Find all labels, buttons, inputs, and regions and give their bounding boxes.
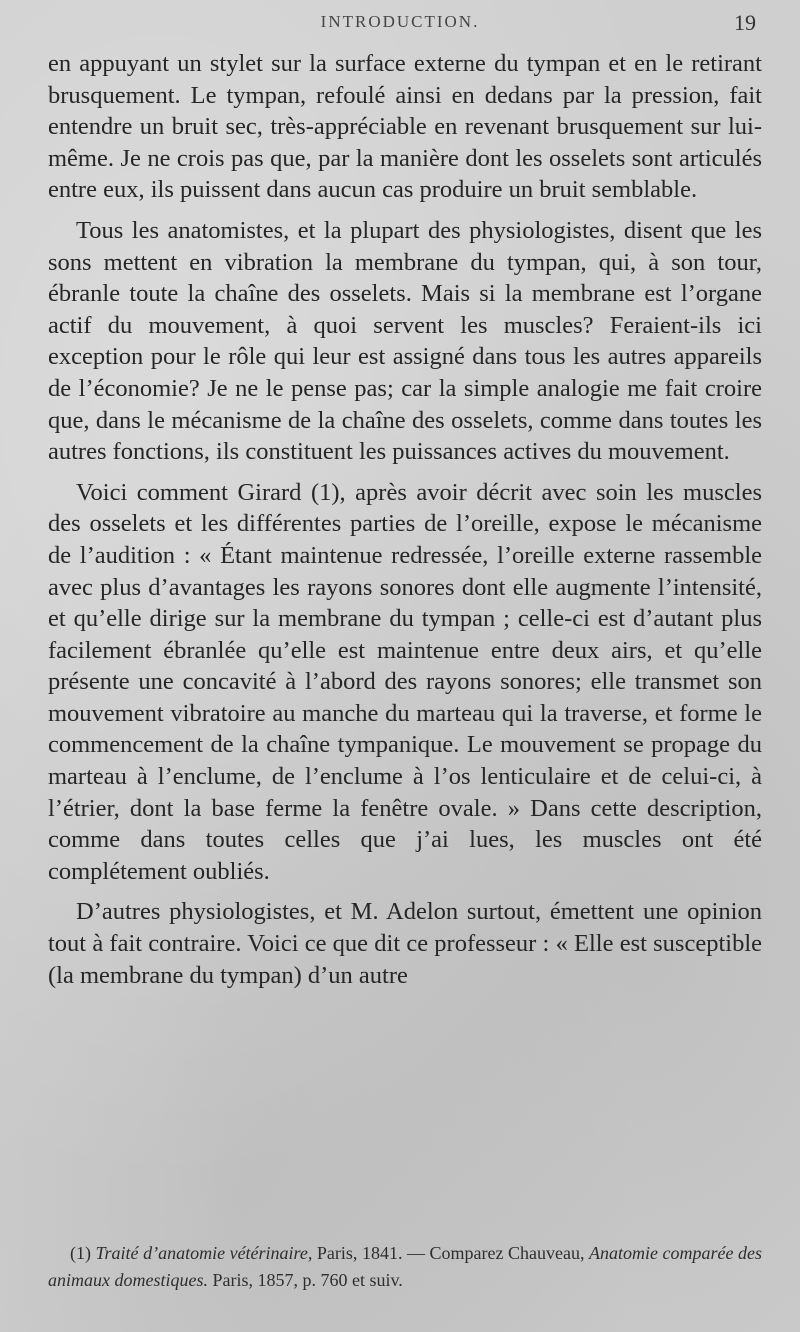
- footnote-text-2: Paris, 1857, p. 760 et suiv.: [212, 1270, 403, 1290]
- footnote-marker: (1): [70, 1243, 91, 1263]
- footnote-title-1: Traité d’anatomie vétérinaire,: [95, 1243, 313, 1263]
- paragraph-anatomists: Tous les anatomistes, et la plupart des physiologistes, disent que les sons mettent en vibration la membrane du tympan, qui, à son tour, ébranle toute la chaîne des osselets. Mais si la membrane est l’organe actif du mouvement, à quoi servent les muscles? Feraient-ils ici exception pour le rôle qui leur est assigné dans tous les autres appareils de l’économie? Je ne le pense pas; car la simple analogie me fait croire que, dans le mécanisme de la chaîne des osselets, comme dans toutes les autres fonctions, ils constituent les puissances actives du mouvement.: [48, 216, 762, 466]
- paragraph-continuation: en appuyant un stylet sur la surface externe du tympan et en le retirant brusquement. Le tympan, refoulé ainsi en dedans par la pression, fait entendre un bruit sec, très-appréciable en revenant brusquement sur lui-même. Je ne crois pas que, par la manière dont les osselets sont articulés entre eux, ils puissent dans aucun cas produire un bruit semblable.: [48, 50, 762, 204]
- paragraph-girard: Voici comment Girard (1), après avoir décrit avec soin les muscles des osselets et les différentes parties de l’oreille, expose le mécanisme de l’audition : « Étant maintenue redressée, l’oreille externe rassemble avec plus d’avantages les rayons sonores dont elle augmente l’intensité, et qu’elle dirige sur la membrane du tympan ; celle-ci est d’autant plus facilement ébranlée qu’elle est maintenue entre deux airs, et qu’elle présente une concavité à l’abord des rayons sonores; elle transmet son mouvement vibratoire au manche du marteau qui la traverse, et forme le commencement de la chaîne tympanique. Le mouvement se propage du marteau à l’enclume, de l’enclume à l’os lenticulaire et de celui-ci, à l’étrier, dont la base ferme la fenêtre ovale. » Dans cette description, comme dans toutes celles que j’ai lues, les muscles ont été complétement oubliés.: [48, 478, 762, 885]
- body-text: [48, 48, 762, 1000]
- footnote-title-2: Anatomie comparée des animaux domestiques.: [48, 1243, 763, 1290]
- paragraph-adelon: D’autres physiologistes, et M. Adelon surtout, émettent une opinion tout à fait contraire. Voici ce que dit ce professeur : « Elle est susceptible (la membrane du tympan) d’un autre: [48, 898, 762, 989]
- page-number: 19: [734, 10, 756, 35]
- footnote: [48, 1240, 762, 1294]
- running-title: INTRODUCTION.: [320, 12, 480, 31]
- footnote-text-1: Paris, 1841. — Comparez Chauveau,: [316, 1243, 585, 1263]
- page-header: [0, 8, 800, 36]
